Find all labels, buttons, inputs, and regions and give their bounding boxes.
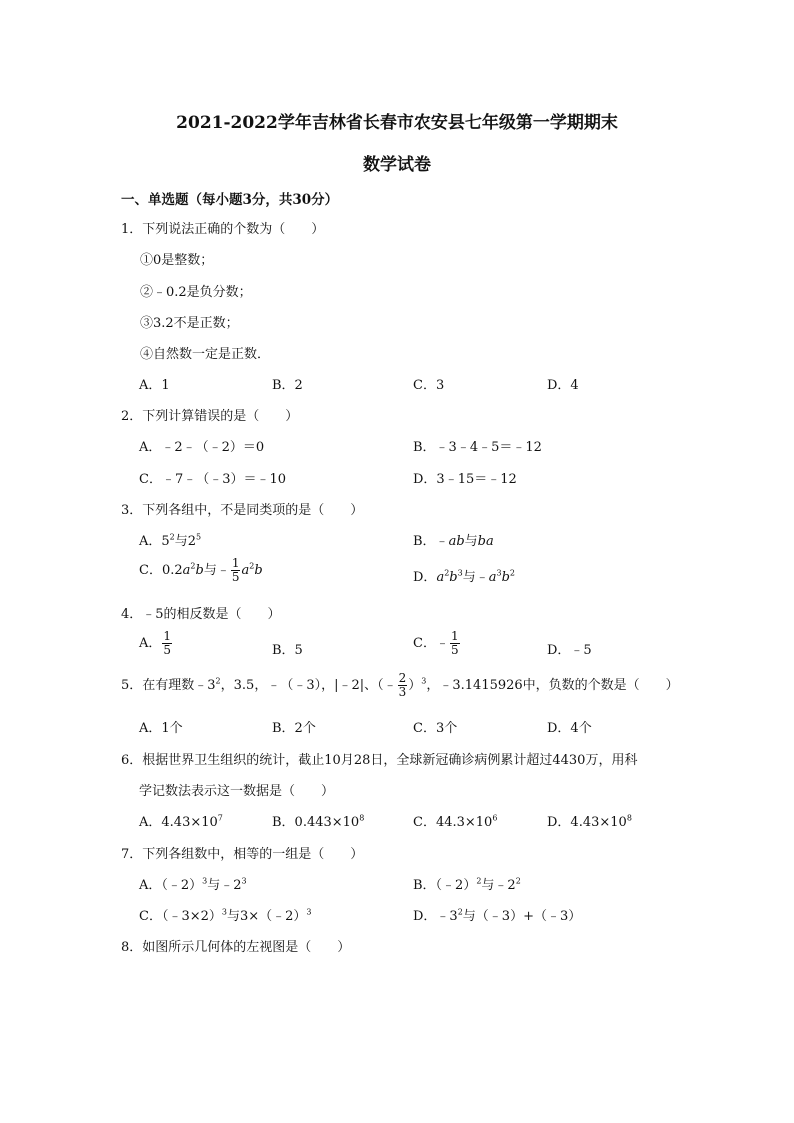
question-6-option-d: D．$4.43\times 10^8$ [547, 813, 632, 830]
question-1-statement-1: ①0是整数； [140, 253, 214, 268]
question-4-option-a: A． $\frac{1}{5}$ [139, 629, 172, 657]
question-1-option-c: C．3 [413, 378, 445, 393]
question-7-stem: 7．下列各组数中，相等的一组是（ ） [121, 847, 364, 862]
question-1-stem: 1．下列说法正确的个数为（ ） [121, 222, 325, 237]
question-3-option-a: A．$5^2$与$2^5$ [139, 532, 202, 549]
question-4-option-c: C．﹣ $\frac{1}{5}$ [413, 629, 459, 657]
question-7-option-d: D．$﹣3^2$与（﹣3）+（﹣3） [413, 907, 582, 924]
question-6-stem-line-1: 6．根据世界卫生组织的统计，截止10月28日，全球新冠确诊病例累计超过4430万，用科 [121, 753, 638, 768]
question-5-option-d: D．4个 [547, 721, 592, 736]
exam-subtitle: 数学试卷 [363, 155, 431, 175]
question-1-option-d: D．4 [547, 378, 579, 393]
question-5-option-c: C．3个 [413, 721, 458, 736]
question-2-option-a: A．﹣2﹣（﹣2）＝0 [139, 440, 265, 455]
question-5-option-b: B．2个 [272, 721, 316, 736]
question-6-option-c: C．$44.3\times 10^6$ [413, 813, 498, 830]
fraction: $\frac{1}{5}$ [163, 629, 172, 657]
question-7-option-a: A．（﹣2）$^3$与$﹣2^3$ [139, 876, 247, 893]
question-2-option-b: B．﹣3﹣4﹣5＝﹣12 [413, 440, 542, 455]
question-3-option-d: D．$a^2b^3$与$﹣a^3b^2$ [413, 568, 516, 585]
question-5-stem: 5．在有理数$﹣3^2$，3.5，﹣（﹣3），|﹣2|、（﹣ $\frac{2}{3}$ ）$^3$，﹣3.1415926中，负数的个数是（ ） [121, 671, 679, 699]
question-7-option-c: C．（﹣3×2）$^3$与3×（﹣2）$^3$ [139, 907, 312, 924]
question-7-option-b: B．（﹣2）$^2$与$﹣2^2$ [413, 876, 521, 893]
question-1-statement-3: ③3.2不是正数； [140, 316, 239, 331]
question-6-option-a: A．$4.43\times 10^7$ [139, 813, 223, 830]
question-5-option-a: A．1个 [139, 721, 183, 736]
question-2-option-c: C．﹣7﹣（﹣3）＝﹣10 [139, 472, 287, 487]
question-2-option-d: D．3﹣15＝﹣12 [413, 472, 517, 487]
question-4-stem: 4．﹣5的相反数是（ ） [121, 607, 281, 622]
question-2-stem: 2．下列计算错误的是（ ） [121, 409, 299, 424]
question-3-stem: 3．下列各组中，不是同类项的是（ ） [121, 503, 364, 518]
question-6-stem-line-2: 学记数法表示这一数据是（ ） [139, 784, 335, 799]
question-4-option-d: D．﹣5 [547, 643, 592, 658]
exam-title: 2021-2022学年吉林省长春市农安县七年级第一学期期末 [176, 113, 618, 133]
fraction: $\frac{2}{3}$ [398, 671, 407, 699]
question-8-stem: 8．如图所示几何体的左视图是（ ） [121, 940, 351, 955]
question-1-statement-2: ②﹣0.2是负分数； [140, 285, 252, 300]
question-1-option-a: A．1 [139, 378, 170, 393]
question-6-option-b: B．$0.443\times 10^8$ [272, 813, 365, 830]
question-3-option-b: B．﹣ab与ba [413, 534, 494, 549]
fraction: $\frac{1}{5}$ [231, 556, 240, 584]
question-3-option-c: C．$0.2a^2b$与﹣ $\frac{1}{5}$ $a^2b$ [139, 556, 263, 584]
section-heading: 一、单选题（每小题3分，共30分） [121, 192, 339, 208]
question-1-option-b: B．2 [272, 378, 303, 393]
fraction: $\frac{1}{5}$ [450, 629, 459, 657]
question-1-statement-4: ④自然数一定是正数． [140, 347, 271, 362]
question-4-option-b: B．5 [272, 643, 303, 658]
